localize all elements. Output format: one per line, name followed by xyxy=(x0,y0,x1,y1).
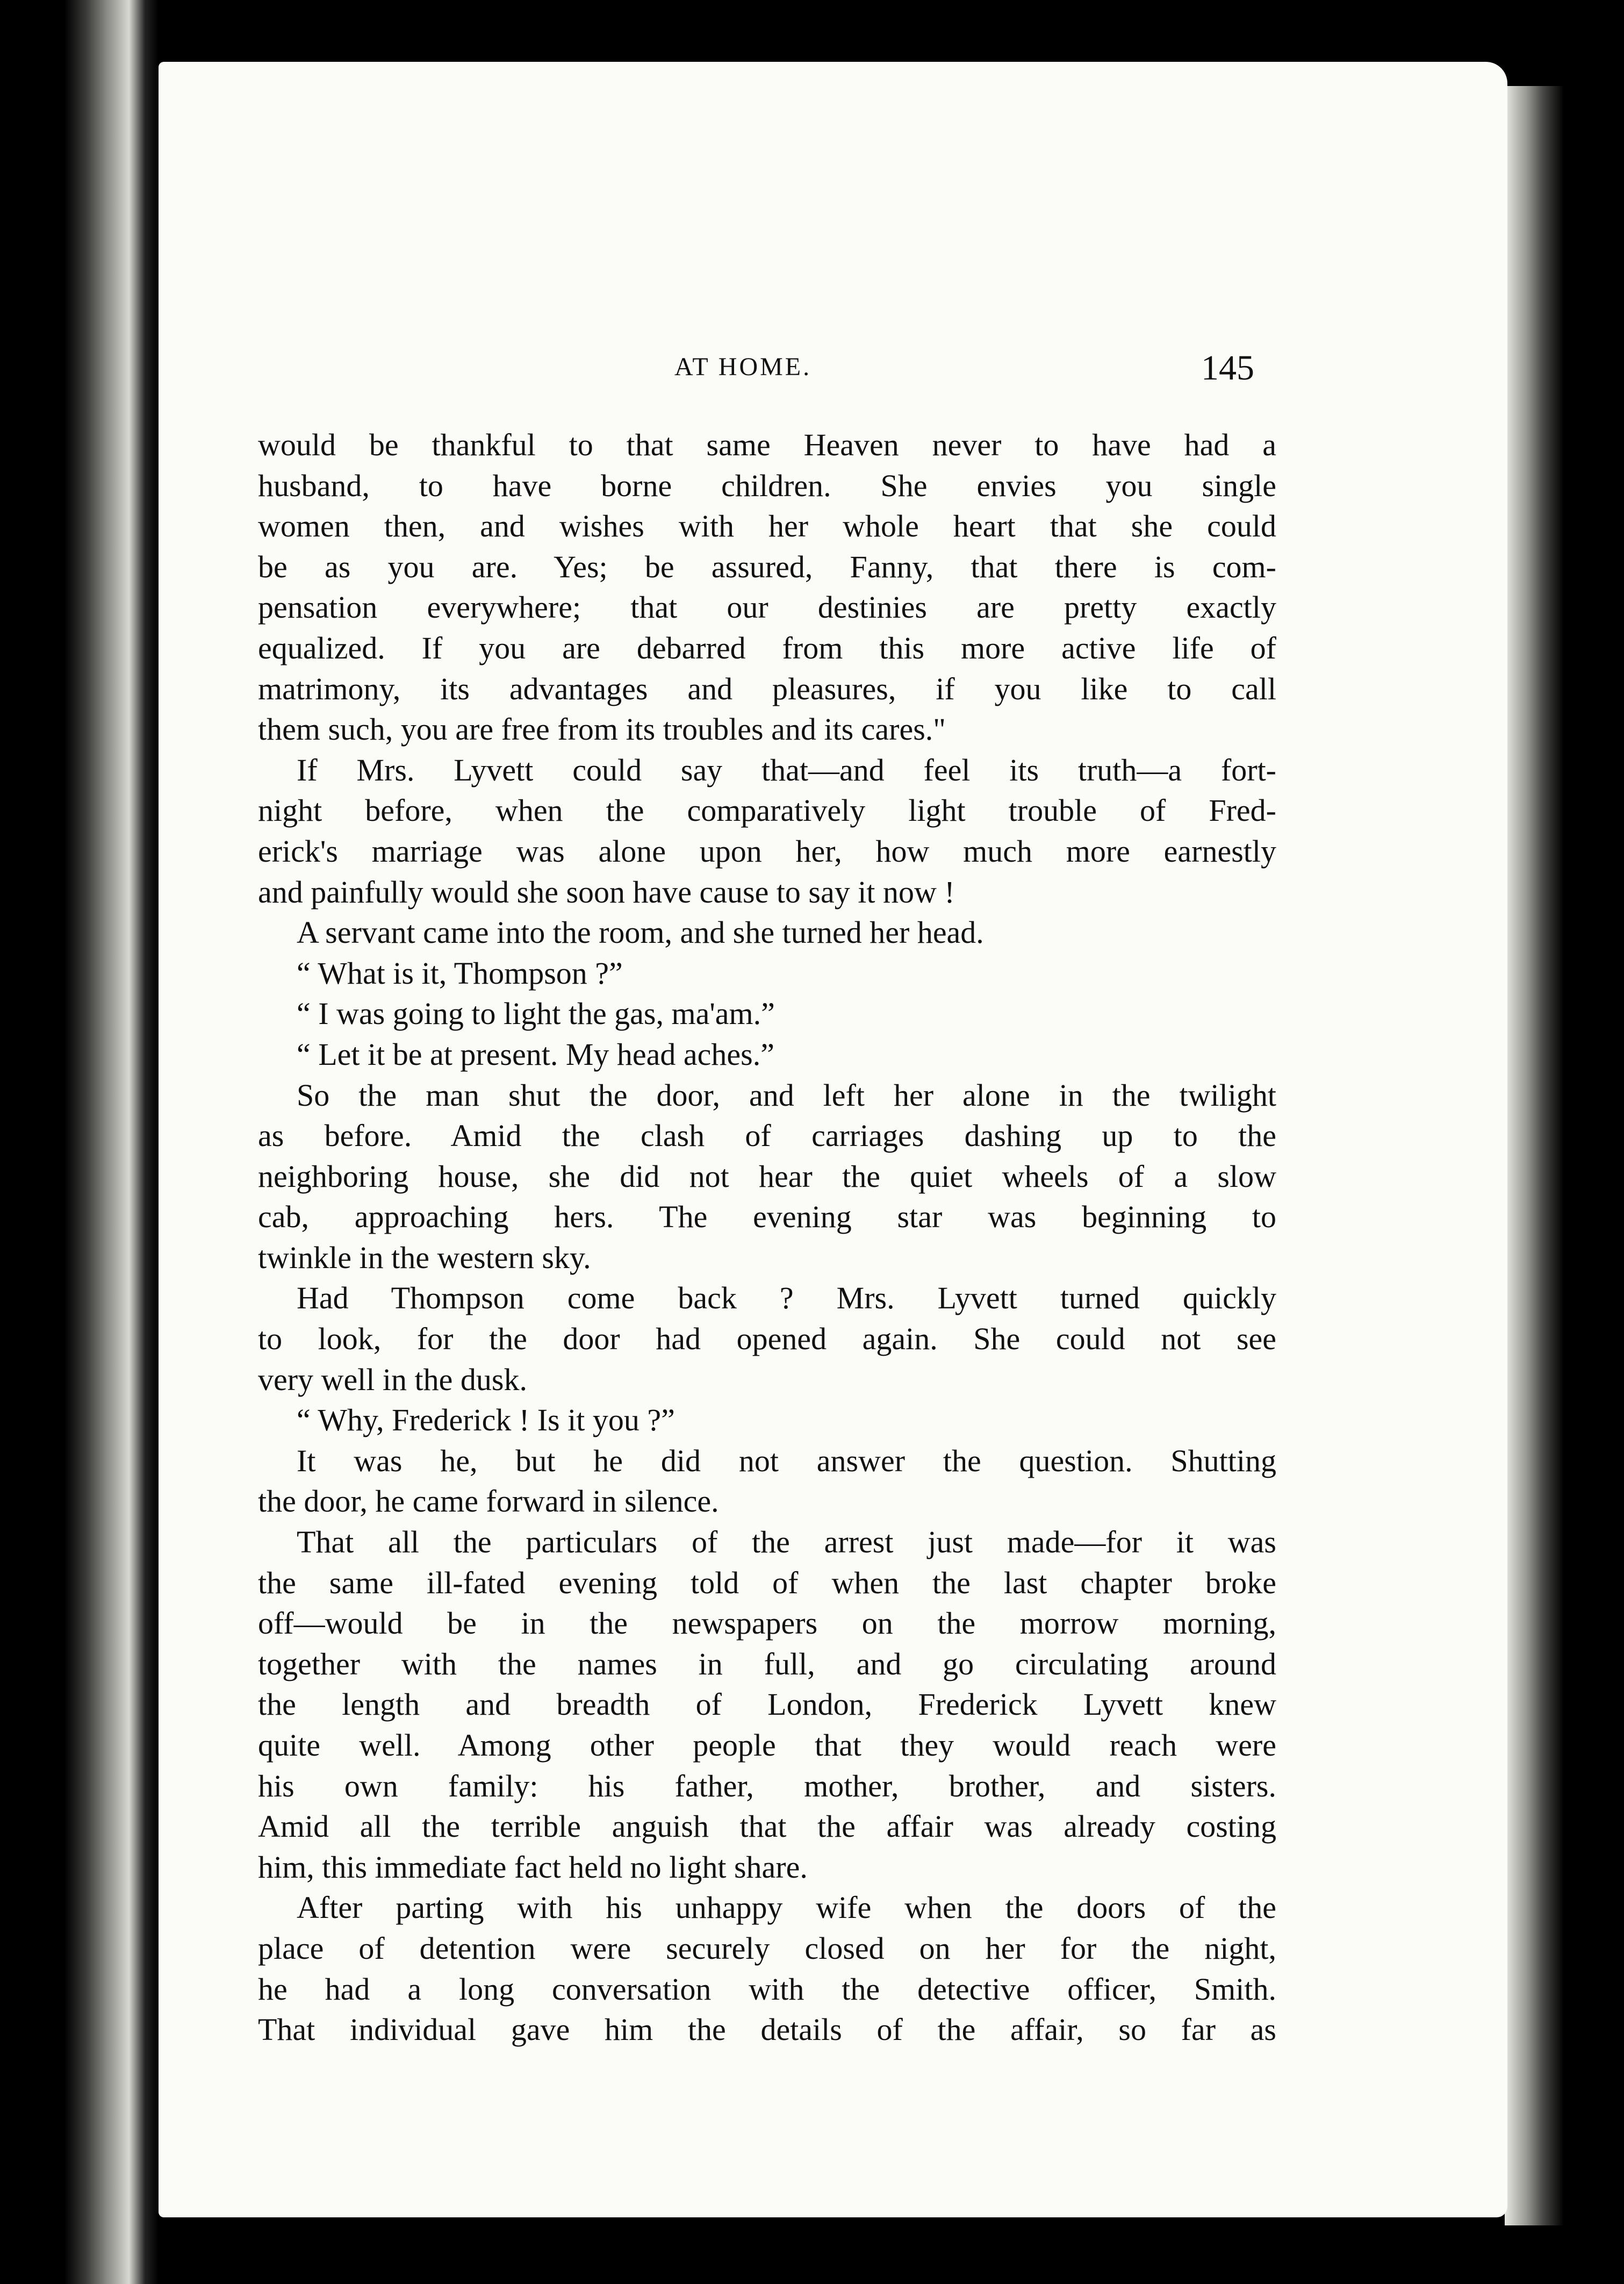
text-line: “ Let it be at present. My head aches.” xyxy=(297,1036,774,1072)
text-line: his own family: his father, mother, brother, and sisters. xyxy=(258,1768,1276,1803)
text-line: After parting with his unhappy wife when the doors of the xyxy=(297,1890,1276,1925)
book-page xyxy=(159,62,1507,2217)
text-line: Had Thompson come back ? Mrs. Lyvett turned quickly xyxy=(297,1280,1276,1316)
text-line: place of detention were securely closed on her for the night, xyxy=(258,1930,1276,1966)
text-line: matrimony, its advantages and pleasures, if you like to call xyxy=(258,671,1276,706)
text-line: “ Why, Frederick ! Is it you ?” xyxy=(297,1402,675,1438)
text-line: would be thankful to that same Heaven never to have had a xyxy=(258,427,1276,462)
text-line: pensation everywhere; that our destinies are pretty exactly xyxy=(258,590,1276,625)
text-line: A servant came into the room, and she turned her head. xyxy=(297,915,984,950)
text-line: he had a long conversation with the detective officer, Smith. xyxy=(258,1971,1276,2007)
text-line: very well in the dusk. xyxy=(258,1362,527,1397)
text-line: “ I was going to light the gas, ma'am.” xyxy=(297,996,775,1032)
running-title: AT HOME. xyxy=(674,353,812,381)
body-text xyxy=(258,425,1276,2050)
text-line: to look, for the door had opened again. She could not see xyxy=(258,1321,1276,1357)
text-line: cab, approaching hers. The evening star was beginning to xyxy=(258,1199,1276,1235)
text-line: husband, to have borne children. She envies you single xyxy=(258,468,1276,503)
text-line: erick's marriage was alone upon her, how much more earnestly xyxy=(258,833,1276,869)
text-line: the same ill-fated evening told of when the last chapter broke xyxy=(258,1565,1276,1600)
text-line: be as you are. Yes; be assured, Fanny, that there is com- xyxy=(258,549,1276,584)
text-line: the door, he came forward in silence. xyxy=(258,1484,719,1519)
text-line: So the man shut the door, and left her alone in the twilight xyxy=(297,1077,1276,1113)
text-line: as before. Amid the clash of carriages dashing up to the xyxy=(258,1118,1276,1154)
text-line: together with the names in full, and go circulating around xyxy=(258,1646,1276,1681)
text-line: That individual gave him the details of the affair, so far as xyxy=(258,2012,1276,2047)
text-line: It was he, but he did not answer the question. Shutting xyxy=(297,1443,1276,1478)
text-line: the length and breadth of London, Frederick Lyvett knew xyxy=(258,1687,1276,1722)
text-line: That all the particulars of the arrest just made—for it was xyxy=(297,1524,1276,1560)
text-line: Amid all the terrible anguish that the affair was already costing xyxy=(258,1809,1276,1844)
page-number: 145 xyxy=(1201,348,1254,388)
book-binding-shadow xyxy=(0,0,159,2284)
text-line: equalized. If you are debarred from this more active life of xyxy=(258,630,1276,665)
text-line: women then, and wishes with her whole heart that she could xyxy=(258,509,1276,544)
text-line: “ What is it, Thompson ?” xyxy=(297,955,623,991)
page-edge-shadow xyxy=(1505,86,1569,2225)
text-line: them such, you are free from its troubles and its cares." xyxy=(258,712,946,747)
text-line: off—would be in the newspapers on the morrow morning, xyxy=(258,1606,1276,1641)
text-line: neighboring house, she did not hear the quiet wheels of a slow xyxy=(258,1158,1276,1194)
text-line: quite well. Among other people that they would reach were xyxy=(258,1728,1276,1763)
text-line: him, this immediate fact held no light share. xyxy=(258,1849,808,1885)
text-line: If Mrs. Lyvett could say that—and feel its truth—a fort- xyxy=(297,752,1276,787)
text-line: and painfully would she soon have cause to say it now ! xyxy=(258,874,955,910)
page-header xyxy=(159,348,1507,395)
text-line: night before, when the comparatively light trouble of Fred- xyxy=(258,793,1276,828)
text-line: twinkle in the western sky. xyxy=(258,1240,591,1275)
